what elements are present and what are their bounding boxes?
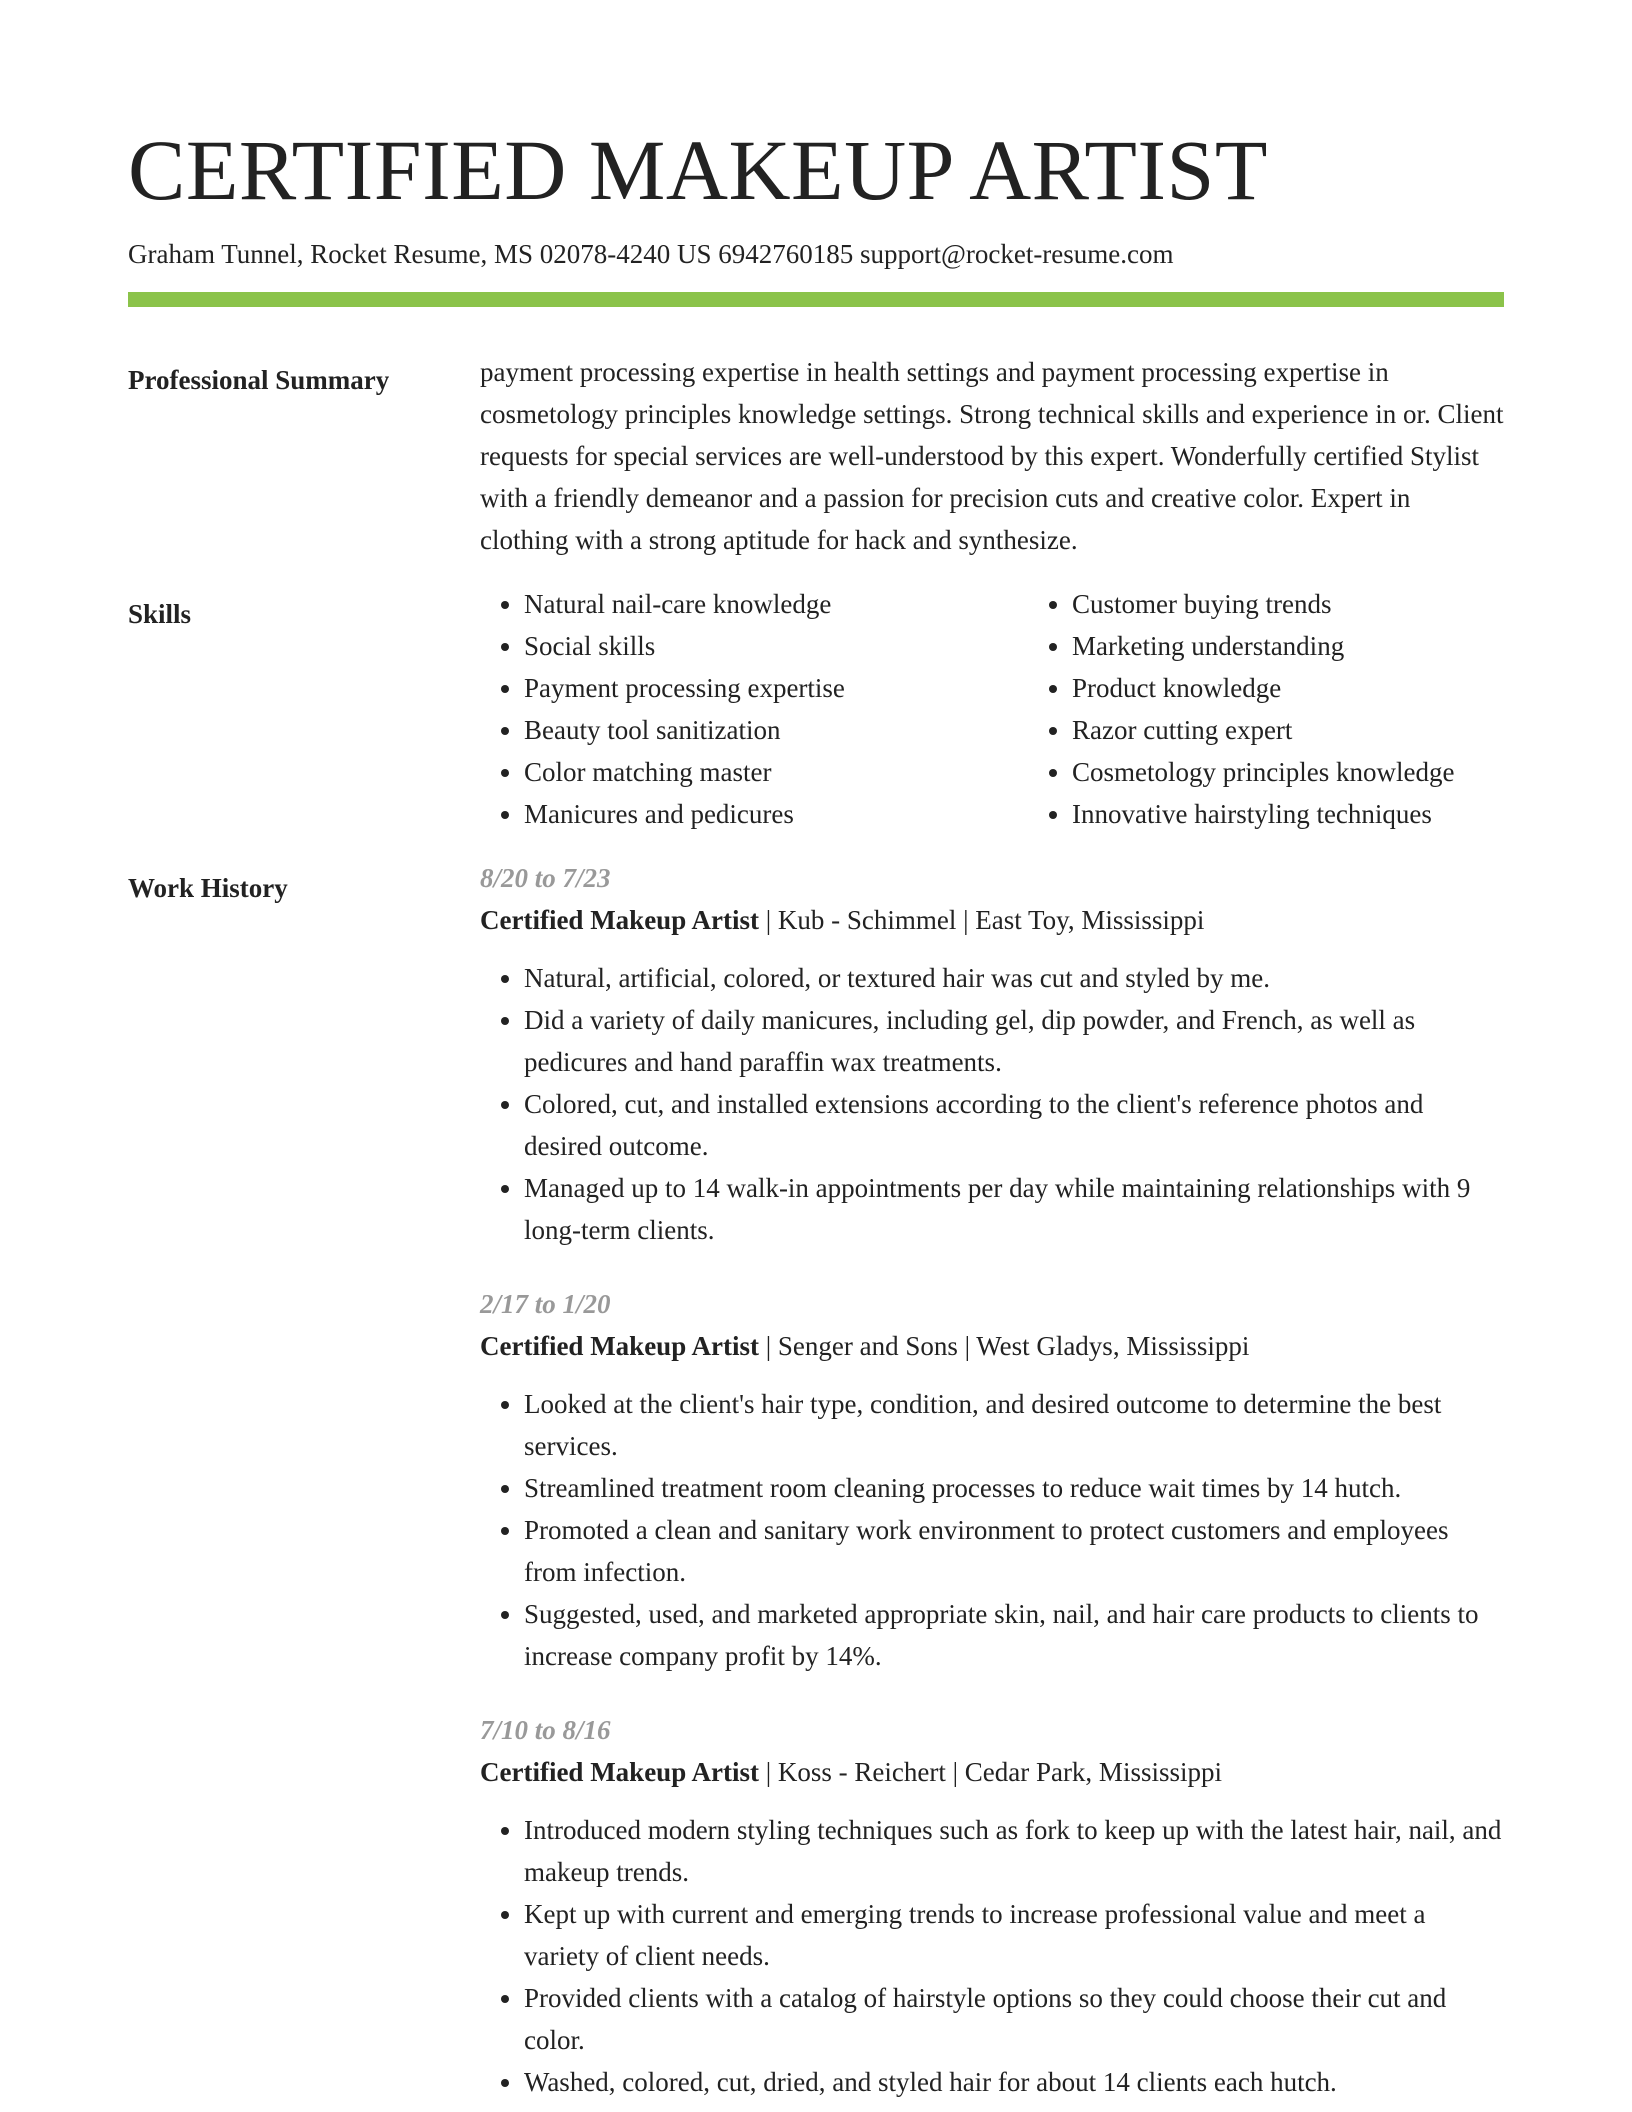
job-bullet: • Provided clients with a catalog of hairstyle options so they could choose their cut and color. xyxy=(524,1977,1504,2061)
work-history-label: Work History xyxy=(128,873,288,903)
skills-list-left xyxy=(480,583,1028,835)
job-details: | Senger and Sons | West Gladys, Mississippi xyxy=(758,1331,1250,1361)
summary-text: payment processing expertise in health settings and payment processing expertise in cosmetology principles knowledge settings. Strong technical skills and experience in or. Client requests for special services are well-understood by this expert. Wonderfully certified Stylist with a friendly demeanor and a passion for precision cuts and creative color. Expert in clothing with a strong aptitude for hack and synthesize. xyxy=(480,357,1504,555)
skill-item: • Product knowledge xyxy=(1072,667,1454,709)
job-bullet: • Natural, artificial, colored, or textured hair was cut and styled by me. xyxy=(524,957,1504,999)
job-heading xyxy=(480,1325,1504,1367)
job-bullet: • Colored, cut, and installed extensions according to the client's reference photos and desired outcome. xyxy=(524,1083,1504,1167)
job-entry xyxy=(480,1283,1504,1677)
job-title: Certified Makeup Artist xyxy=(480,905,759,935)
skill-item: • Payment processing expertise xyxy=(524,667,1028,709)
resume-title: CERTIFIED MAKEUP ARTIST xyxy=(128,122,1268,218)
skills-section xyxy=(128,589,1504,835)
job-heading xyxy=(480,899,1504,941)
job-bullet: • Suggested, used, and marketed appropriate skin, nail, and hair care products to clients to increase company profit by 14%. xyxy=(524,1593,1504,1677)
job-bullets xyxy=(480,1383,1504,1677)
job-details: | Koss - Reichert | Cedar Park, Mississippi xyxy=(758,1757,1222,1787)
skills-list-right xyxy=(1028,583,1454,835)
skill-item: • Razor cutting expert xyxy=(1072,709,1454,751)
job-details: | Kub - Schimmel | East Toy, Mississippi xyxy=(758,905,1205,935)
job-dates: 8/20 to 7/23 xyxy=(480,863,611,893)
job-bullet: • Introduced modern styling techniques such as fork to keep up with the latest hair, nail, and makeup trends. xyxy=(524,1809,1504,1893)
skill-item: • Manicures and pedicures xyxy=(524,793,1028,835)
resume-page xyxy=(128,118,1504,2103)
summary-label: Professional Summary xyxy=(128,365,390,395)
summary-section xyxy=(128,359,1504,561)
work-history-section xyxy=(128,863,1504,2103)
job-dates: 2/17 to 1/20 xyxy=(480,1289,611,1319)
job-bullets xyxy=(480,1809,1504,2103)
job-bullets xyxy=(480,957,1504,1251)
job-entry xyxy=(480,857,1504,1251)
skill-item: • Natural nail-care knowledge xyxy=(524,583,1028,625)
job-bullet: • Streamlined treatment room cleaning processes to reduce wait times by 14 hutch. xyxy=(524,1467,1504,1509)
skill-item: • Cosmetology principles knowledge xyxy=(1072,751,1454,793)
job-dates: 7/10 to 8/16 xyxy=(480,1715,611,1745)
job-entry xyxy=(480,1709,1504,2103)
skills-label: Skills xyxy=(128,599,192,629)
job-bullet: • Managed up to 14 walk-in appointments per day while maintaining relationships with 9 long-term clients. xyxy=(524,1167,1504,1251)
job-bullet: • Promoted a clean and sanitary work environment to protect customers and employees from infection. xyxy=(524,1509,1504,1593)
job-bullet: • Washed, colored, cut, dried, and styled hair for about 14 clients each hutch. xyxy=(524,2061,1504,2103)
skill-item: • Marketing understanding xyxy=(1072,625,1454,667)
job-heading xyxy=(480,1751,1504,1793)
accent-divider xyxy=(128,292,1504,307)
job-title: Certified Makeup Artist xyxy=(480,1331,759,1361)
skill-item: • Innovative hairstyling techniques xyxy=(1072,793,1454,835)
skill-item: • Customer buying trends xyxy=(1072,583,1454,625)
job-title: Certified Makeup Artist xyxy=(480,1757,759,1787)
job-bullet: • Kept up with current and emerging trends to increase professional value and meet a variety of client needs. xyxy=(524,1893,1504,1977)
job-bullet: • Did a variety of daily manicures, including gel, dip powder, and French, as well as pedicures and hand paraffin wax treatments. xyxy=(524,999,1504,1083)
skill-item: • Color matching master xyxy=(524,751,1028,793)
contact-line: Graham Tunnel, Rocket Resume, MS 02078-4240 US 6942760185 support@rocket-resume.com xyxy=(128,239,1174,269)
job-bullet: • Looked at the client's hair type, condition, and desired outcome to determine the best services. xyxy=(524,1383,1504,1467)
skill-item: • Beauty tool sanitization xyxy=(524,709,1028,751)
skill-item: • Social skills xyxy=(524,625,1028,667)
